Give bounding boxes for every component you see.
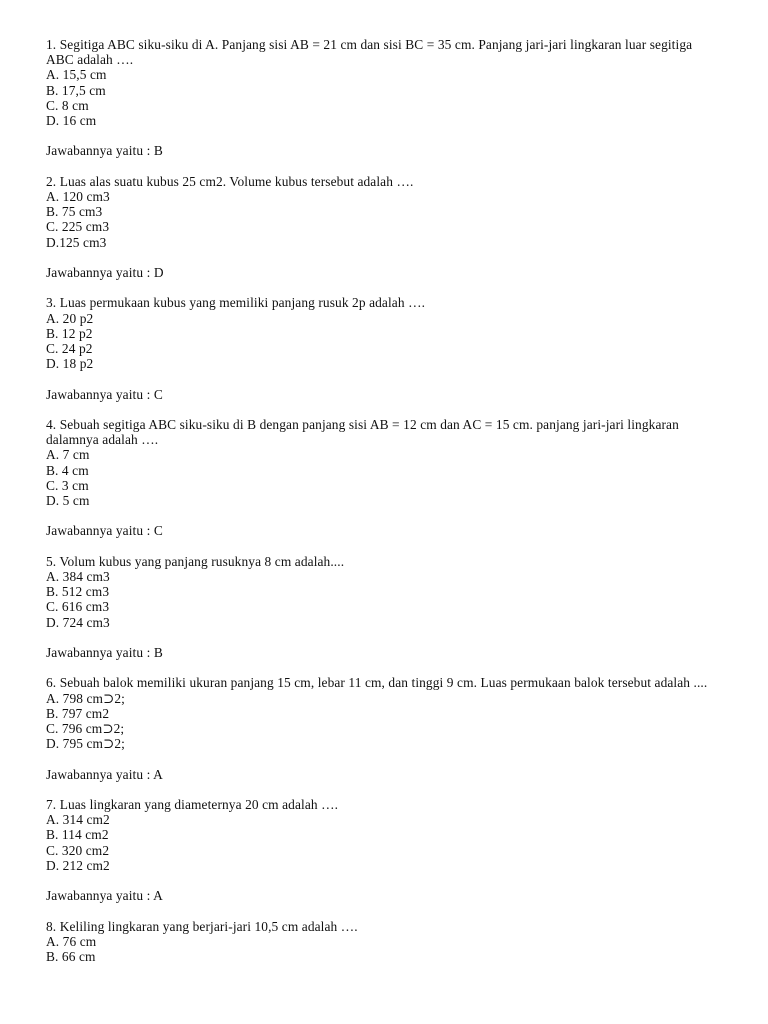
option-a: A. 120 cm3 xyxy=(46,189,110,204)
option-c: C. 796 cm⊃2; xyxy=(46,720,125,736)
option-a: A. 15,5 cm xyxy=(46,67,107,83)
options-list xyxy=(46,311,716,372)
question-2 xyxy=(46,174,716,280)
question-7 xyxy=(46,797,716,903)
question-6 xyxy=(46,675,716,781)
question-text: 3. Luas permukaan kubus yang memiliki panjang rusuk 2p adalah …. xyxy=(46,295,426,311)
options-list xyxy=(46,691,716,752)
option-b: B. 4 cm xyxy=(46,462,89,478)
options-list xyxy=(46,934,716,964)
option-a: A. 314 cm2 xyxy=(46,812,110,828)
option-c: C. 320 cm2 xyxy=(46,842,110,858)
answer-line: Jawabannya yaitu : A xyxy=(46,888,163,904)
question-3 xyxy=(46,295,716,401)
question-5 xyxy=(46,554,716,660)
option-c: C. 24 p2 xyxy=(46,341,93,356)
option-a: A. 20 p2 xyxy=(46,310,94,326)
option-d: D. 5 cm xyxy=(46,493,90,508)
option-b: B. 12 p2 xyxy=(46,325,93,341)
options-list xyxy=(46,812,716,873)
answer-line: Jawabannya yaitu : B xyxy=(46,143,163,159)
question-text: 2. Luas alas suatu kubus 25 cm2. Volume kubus tersebut adalah …. xyxy=(46,173,414,189)
question-text: 8. Keliling lingkaran yang berjari-jari 10,5 cm adalah …. xyxy=(46,918,358,934)
option-d: D. 724 cm3 xyxy=(46,614,110,630)
option-d: D. 212 cm2 xyxy=(46,857,110,873)
answer-line: Jawabannya yaitu : A xyxy=(46,766,163,782)
option-a: A. 798 cm⊃2; xyxy=(46,690,125,706)
answer-line: Jawabannya yaitu : D xyxy=(46,265,164,280)
question-8 xyxy=(46,919,716,965)
question-1 xyxy=(46,37,716,159)
answer-line: Jawabannya yaitu : C xyxy=(46,386,163,402)
answer-line: Jawabannya yaitu : C xyxy=(46,523,163,539)
option-b: B. 114 cm2 xyxy=(46,827,109,843)
option-d: D.125 cm3 xyxy=(46,234,107,250)
option-b: B. 797 cm2 xyxy=(46,705,110,721)
option-b: B. 75 cm3 xyxy=(46,204,103,220)
question-4 xyxy=(46,417,716,539)
question-text: 7. Luas lingkaran yang diameternya 20 cm adalah …. xyxy=(46,796,339,812)
option-a: A. 76 cm xyxy=(46,933,97,949)
options-list xyxy=(46,67,716,128)
option-a: A. 7 cm xyxy=(46,447,90,463)
option-c: C. 616 cm3 xyxy=(46,599,110,615)
option-a: A. 384 cm3 xyxy=(46,568,110,584)
option-b: B. 17,5 cm xyxy=(46,82,106,98)
option-d: D. 18 p2 xyxy=(46,356,94,372)
options-list xyxy=(46,569,716,630)
options-list xyxy=(46,447,716,508)
option-b: B. 66 cm xyxy=(46,948,96,964)
option-d: D. 795 cm⊃2; xyxy=(46,736,125,752)
question-text: 6. Sebuah balok memiliki ukuran panjang 15 cm, lebar 11 cm, dan tinggi 9 cm. Luas permukaan balok tersebut adalah .... xyxy=(46,675,708,691)
option-d: D. 16 cm xyxy=(46,113,97,129)
question-text: 4. Sebuah segitiga ABC siku-siku di B dengan panjang sisi AB = 12 cm dan AC = 15 cm. panjang jari-jari lingkaran dalamnya adalah …. xyxy=(46,416,679,448)
question-text: 5. Volum kubus yang panjang rusuknya 8 cm adalah.... xyxy=(46,553,345,569)
option-b: B. 512 cm3 xyxy=(46,584,110,600)
document-page xyxy=(46,37,716,979)
options-list xyxy=(46,189,716,250)
option-c: C. 225 cm3 xyxy=(46,219,110,235)
answer-line: Jawabannya yaitu : B xyxy=(46,644,163,660)
option-c: C. 3 cm xyxy=(46,477,89,493)
option-c: C. 8 cm xyxy=(46,97,89,113)
question-text: 1. Segitiga ABC siku-siku di A. Panjang sisi AB = 21 cm dan sisi BC = 35 cm. Panjang jari-jari lingkaran luar segitiga ABC adalah …. xyxy=(46,37,693,68)
